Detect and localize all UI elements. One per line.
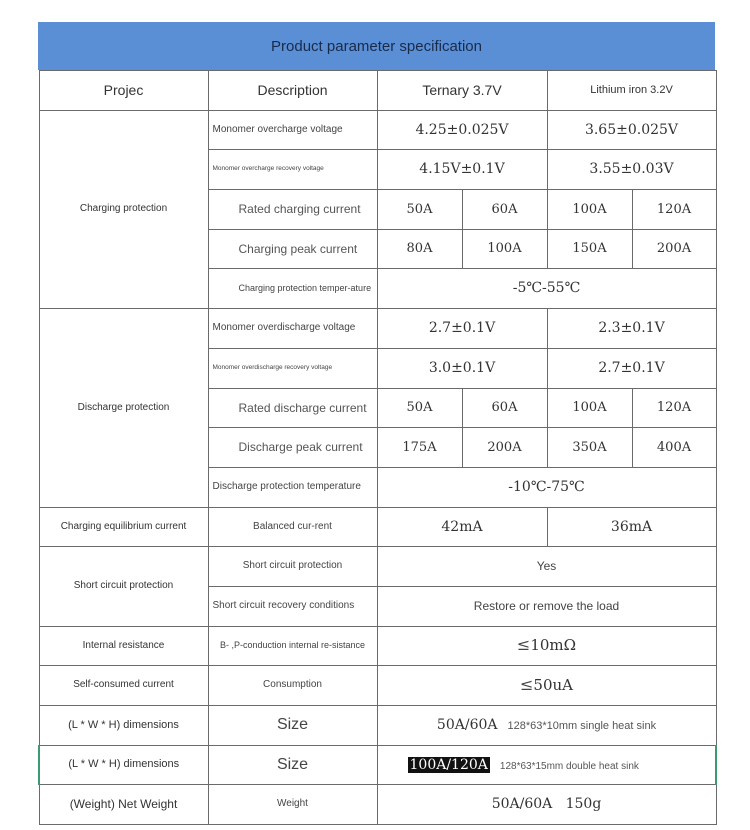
cell-value: 200A [632, 229, 716, 269]
row-label: Monomer overcharge recovery voltage [208, 150, 377, 190]
category-self-consumed-current: Self-consumed current [39, 666, 208, 706]
table-row [39, 110, 716, 150]
row-label: Rated discharge current [208, 388, 377, 428]
cell-value: 4.15V±0.1V [377, 150, 547, 190]
cell-value: 100A [547, 388, 632, 428]
row-label: Monomer overcharge voltage [208, 110, 377, 150]
consumption-value: 50uA [533, 675, 573, 694]
header-description: Description [208, 71, 377, 111]
row-label: Discharge protection temperature [208, 467, 377, 507]
cell-value: 36mA [547, 507, 716, 547]
cell-value: 175A [377, 428, 462, 468]
table-row [39, 309, 716, 349]
spec-table [38, 70, 717, 825]
row-label: Short circuit protection [208, 547, 377, 587]
category-discharge-protection: Discharge protection [39, 309, 208, 507]
cell-value: Yes [377, 547, 716, 587]
row-label: Monomer overdischarge recovery voltage [208, 348, 377, 388]
cell-value: 100A [547, 190, 632, 230]
category-internal-resistance: Internal resistance [39, 626, 208, 666]
row-label: Consumption [208, 666, 377, 706]
size-note: 128*63*15mm double heat sink [499, 760, 639, 772]
cell-value [377, 745, 716, 785]
cell-value: 200A [462, 428, 547, 468]
cell-value: 3.65±0.025V [547, 110, 716, 150]
row-label: B- ,P-conduction internal re-sistance [208, 626, 377, 666]
cell-value: 42mA [377, 507, 547, 547]
row-label: Discharge peak current [208, 428, 377, 468]
cell-value: 80A [377, 229, 462, 269]
row-label: Rated charging current [208, 190, 377, 230]
cell-value: 50A [377, 388, 462, 428]
less-equal-symbol: ≤ [516, 635, 531, 655]
row-label: Weight [208, 785, 377, 825]
cell-value: 2.7±0.1V [377, 309, 547, 349]
cell-value: 3.0±0.1V [377, 348, 547, 388]
table-row [39, 626, 716, 666]
row-label: Size [208, 745, 377, 785]
cell-value: -10℃-75℃ [377, 467, 716, 507]
size-note: 128*63*10mm single heat sink [507, 719, 657, 732]
table-row [39, 547, 716, 587]
category-charging-protection: Charging protection [39, 110, 208, 308]
cell-value: 4.25±0.025V [377, 110, 547, 150]
model-value: 50A/60A [436, 716, 498, 733]
cell-value: 350A [547, 428, 632, 468]
row-label: Monomer overdischarge voltage [208, 309, 377, 349]
row-label: Charging protection temper-ature [208, 269, 377, 309]
cell-value: 60A [462, 190, 547, 230]
header-lithium: Lithium iron 3.2V [547, 71, 716, 111]
model-value-selected: 100A/120A [409, 756, 488, 773]
page-title: Product parameter specification [38, 22, 715, 70]
less-equal-symbol: ≤ [520, 674, 534, 694]
table-row [39, 785, 716, 825]
cell-value: 150A [547, 229, 632, 269]
category-weight: (Weight) Net Weight [39, 785, 208, 825]
row-label: Size [208, 706, 377, 746]
category-equilibrium-current: Charging equilibrium current [39, 507, 208, 547]
header-project: Projec [39, 71, 208, 111]
category-dimensions: (L * W * H) dimensions [39, 706, 208, 746]
cell-value: 3.55±0.03V [547, 150, 716, 190]
header-ternary: Ternary 3.7V [377, 71, 547, 111]
cell-value: -5℃-55℃ [377, 269, 716, 309]
row-label: Short circuit recovery conditions [208, 586, 377, 626]
cell-value: 50A/60A 150g [377, 785, 716, 825]
row-label: Charging peak current [208, 229, 377, 269]
row-label: Balanced cur-rent [208, 507, 377, 547]
cell-value: 100A [462, 229, 547, 269]
cell-value: 60A [462, 388, 547, 428]
table-header-row [39, 71, 716, 111]
cell-value [377, 626, 716, 666]
resistance-value: 10mΩ [530, 636, 577, 655]
table-row [39, 666, 716, 706]
table-row [39, 507, 716, 547]
table-row [39, 706, 716, 746]
cell-value: 120A [632, 388, 716, 428]
cell-value: 400A [632, 428, 716, 468]
cell-value [377, 666, 716, 706]
cell-value: 50A [377, 190, 462, 230]
cell-value [377, 706, 716, 746]
cell-value: 2.7±0.1V [547, 348, 716, 388]
cell-value: 2.3±0.1V [547, 309, 716, 349]
cell-value: 120A [632, 190, 716, 230]
table-row-highlighted [39, 745, 716, 785]
cell-value: Restore or remove the load [377, 586, 716, 626]
category-short-circuit: Short circuit protection [39, 547, 208, 626]
category-dimensions: (L * W * H) dimensions [39, 745, 208, 785]
